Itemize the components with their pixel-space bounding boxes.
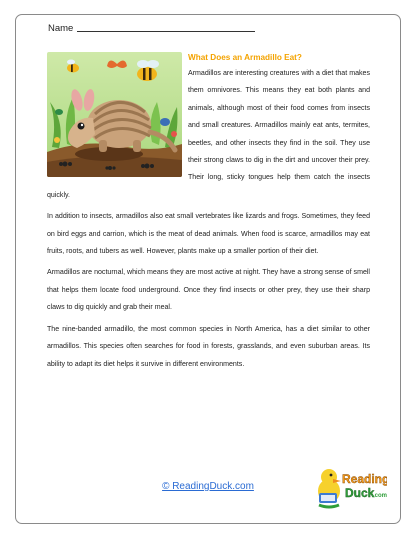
paragraph-3: Armadillos are nocturnal, which means they are most active at night. They have a strong sense of smell that helps them locate food underground. Once they find insects or other prey, they use their sharp claws to dig quickly and grab their meal. bbox=[47, 269, 370, 312]
article bbox=[47, 52, 370, 377]
logo-text-bottom: Duck bbox=[345, 486, 375, 500]
name-row bbox=[48, 23, 255, 34]
armadillo-illustration bbox=[47, 52, 182, 177]
paragraph-4: The nine-banded armadillo, the most common species in North America, has a diet similar to other armadillos. This species often searches for food in forests, grasslands, and even suburban areas. Its ability to adapt its diet helps it survive in different environments. bbox=[47, 325, 370, 368]
duck-icon bbox=[318, 469, 341, 507]
logo-text-top: Reading bbox=[342, 472, 387, 486]
worksheet-page bbox=[15, 14, 401, 524]
readingduck-logo bbox=[315, 459, 387, 511]
paragraph-2: In addition to insects, armadillos also eat small vertebrates like lizards and frogs. Sometimes, they feed on bird eggs and carrion, which is the meat of dead animals. When food is scarce, armadillos may eat fruits, roots, and tubers as well. However, plants make up a smaller portion of their diet. bbox=[47, 213, 370, 256]
readingduck-link[interactable]: © ReadingDuck.com bbox=[162, 481, 254, 492]
paragraph-1: Armadillos are interesting creatures with a diet that makes them omnivores. This means they eat both plants and animals, although most of their food comes from insects and small creatures. Armadillos mainly eat ants, termites, beetles, and other insects they find in the soil. They use their strong claws to dig in the dirt and uncover their prey. Their long, sticky tongues help them catch the insects quickly. bbox=[47, 70, 370, 199]
name-label: Name bbox=[48, 23, 74, 34]
article-title: What Does an Armadillo Eat? bbox=[188, 53, 302, 62]
logo-suffix: .com bbox=[373, 493, 387, 499]
name-line bbox=[77, 30, 255, 32]
